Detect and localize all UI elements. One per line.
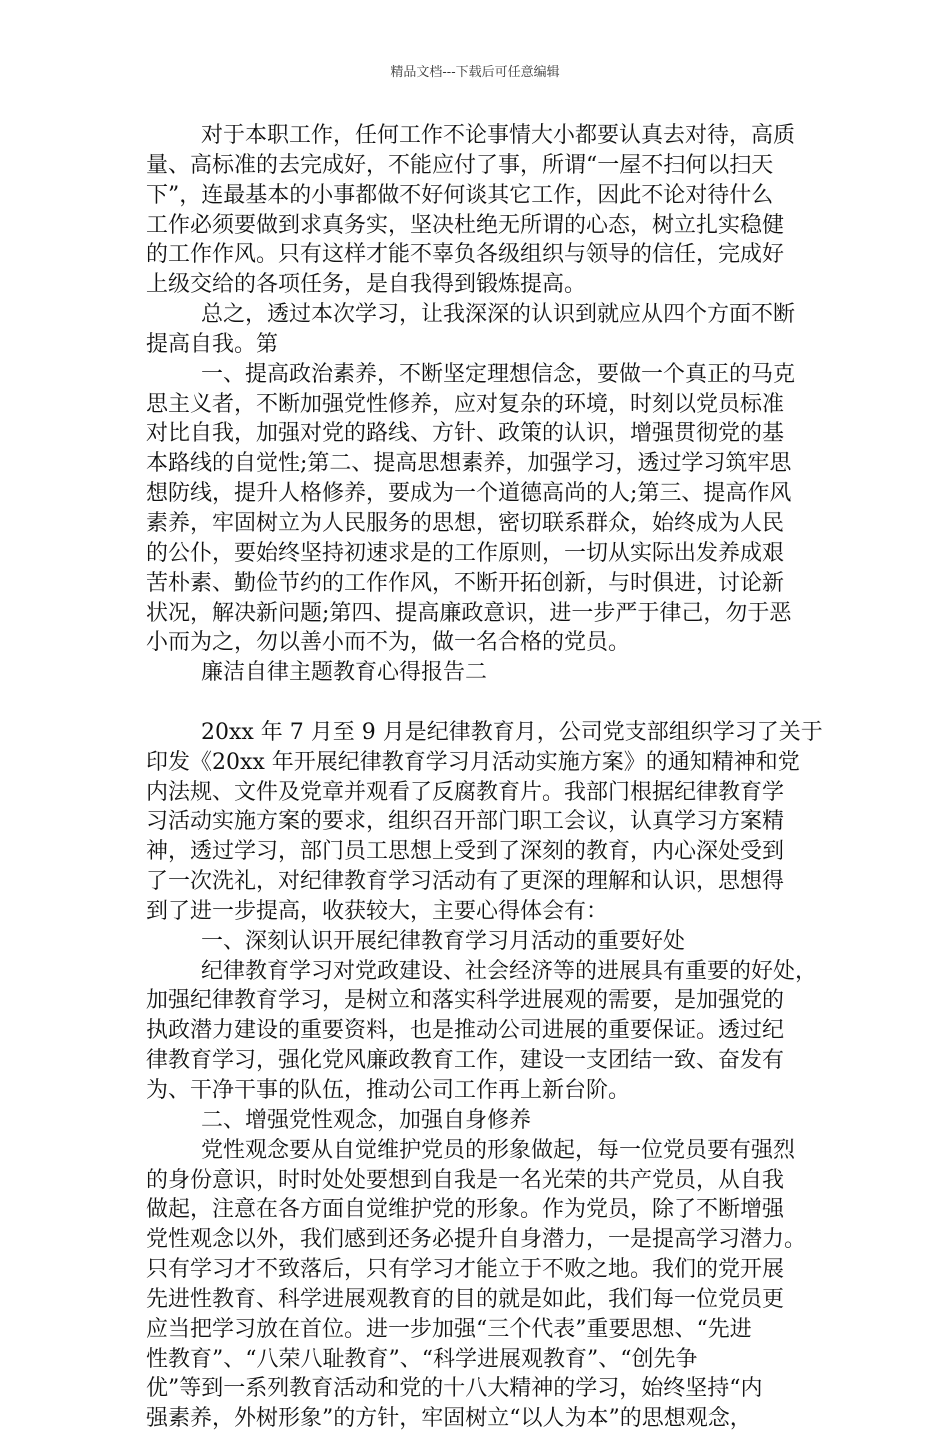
section-heading	[146, 927, 814, 957]
paragraph	[146, 1136, 814, 1434]
text-line: 总之，透过本次学习，让我深深的认识到就应从四个方面不断	[201, 302, 796, 328]
text-line: 加强纪律教育学习，是树立和落实科学进展观的需要，是加强党的	[146, 988, 785, 1014]
text-line: 印发《20xx 年开展纪律教育学习月活动实施方案》的通知精神和党	[146, 749, 800, 775]
text-line: 习活动实施方案的要求，组织召开部门职工会议，认真学习方案精	[146, 809, 785, 835]
text-line: 20xx 年 7 月至 9 月是纪律教育月，公司党支部组织学习了关于	[201, 719, 823, 745]
paragraph	[146, 300, 814, 360]
text-line: 强素养，外树形象”的方针，牢固树立“以人为本”的思想观念，	[146, 1406, 752, 1432]
text-line: 的身份意识，时时处处要想到自我是一名光荣的共产党员，从自我	[146, 1167, 785, 1193]
text-line: 内法规、文件及党章并观看了反腐教育片。我部门根据纪律教育学	[146, 779, 785, 805]
text-line: 下”，连最基本的小事都做不好何谈其它工作，因此不论对待什么	[146, 182, 774, 208]
text-line: 工作必须要做到求真务实，坚决杜绝无所谓的心态，树立扎实稳健	[146, 212, 785, 238]
text-line: 党性观念要从自觉维护党员的形象做起，每一位党员要有强烈	[201, 1137, 796, 1163]
text-line: 一、提高政治素养，不断坚定理想信念，要做一个真正的马克	[201, 361, 796, 387]
paragraph	[146, 718, 823, 927]
text-line: 思主义者，不断加强党性修养，应对复杂的环境，时刻以党员标准	[146, 391, 785, 417]
text-line: 上级交给的各项任务，是自我得到锻炼提高。	[146, 272, 587, 298]
text-line: 二、增强党性观念，加强自身修养	[201, 1107, 532, 1133]
paragraph	[146, 360, 814, 658]
text-line: 素养，牢固树立为人民服务的思想，密切联系群众，始终成为人民	[146, 510, 785, 536]
paragraph	[146, 121, 814, 300]
text-line: 只有学习才不致落后，只有学习才能立于不败之地。我们的党开展	[146, 1257, 785, 1283]
text-line: 苦朴素、勤俭节约的工作作风，不断开拓创新，与时俱进，讨论新	[146, 570, 785, 596]
text-line: 对比自我，加强对党的路线、方针、政策的认识，增强贯彻党的基	[146, 421, 785, 447]
text-line: 状况，解决新问题;第四、提高廉政意识，进一步严于律己，勿于恶	[146, 600, 792, 626]
text-line: 党性观念以外，我们感到还务必提升自身潜力，一是提高学习潜力。	[146, 1227, 807, 1253]
text-line: 提高自我。第	[146, 331, 279, 357]
text-line: 优”等到一系列教育活动和党的十八大精神的学习，始终坚持“内	[146, 1376, 763, 1402]
text-line: 应当把学习放在首位。进一步加强“三个代表”重要思想、“先进	[146, 1316, 752, 1342]
page-header: 精品文档---下载后可任意编辑	[390, 65, 560, 80]
blank-line	[146, 688, 814, 718]
paragraph	[146, 957, 818, 1106]
text-line: 想防线，提升人格修养，要成为一个道德高尚的人;第三、提高作风	[146, 481, 792, 507]
text-line: 了一次洗礼，对纪律教育学习活动有了更深的理解和认识，思想得	[146, 869, 785, 895]
section-heading	[146, 1106, 814, 1136]
text-line: 一、深刻认识开展纪律教育学习月活动的重要好处	[201, 928, 686, 954]
text-line: 的工作作风。只有这样才能不辜负各级组织与领导的信任，完成好	[146, 242, 785, 268]
text-line: 先进性教育、科学进展观教育的目的就是如此，我们每一位党员更	[146, 1286, 785, 1312]
text-line: 到了进一步提高，收获较大，主要心得体会有：	[146, 898, 609, 924]
text-line: 对于本职工作，任何工作不论事情大小都要认真去对待，高质	[201, 123, 796, 148]
text-line: 廉洁自律主题教育心得报告二	[201, 660, 488, 686]
text-line: 执政潜力建设的重要资料，也是推动公司进展的重要保证。透过纪	[146, 1018, 785, 1044]
text-line: 的公仆，要始终坚持初速求是的工作原则，一切从实际出发养成艰	[146, 540, 785, 566]
text-line: 做起，注意在各方面自觉维护党的形象。作为党员，除了不断增强	[146, 1197, 785, 1223]
text-line: 小而为之，勿以善小而不为，做一名合格的党员。	[146, 630, 631, 656]
text-line: 本路线的自觉性;第二、提高思想素养，加强学习，透过学习筑牢思	[146, 451, 792, 477]
text-line: 为、干净干事的队伍，推动公司工作再上新台阶。	[146, 1078, 631, 1103]
text-line: 性教育”、“八荣八耻教育”、“科学进展观教育”、“创先争	[146, 1346, 698, 1372]
text-line: 量、高标准的去完成好，不能应付了事，所谓“一屋不扫何以扫天	[146, 152, 774, 178]
section-title	[146, 658, 814, 688]
document-body	[146, 121, 823, 1434]
text-line: 律教育学习，强化党风廉政教育工作，建设一支团结一致、奋发有	[146, 1048, 785, 1074]
text-line: 纪律教育学习对党政建设、社会经济等的进展具有重要的好处，	[201, 958, 818, 984]
text-line: 神，透过学习，部门员工思想上受到了深刻的教育，内心深处受到	[146, 839, 785, 865]
